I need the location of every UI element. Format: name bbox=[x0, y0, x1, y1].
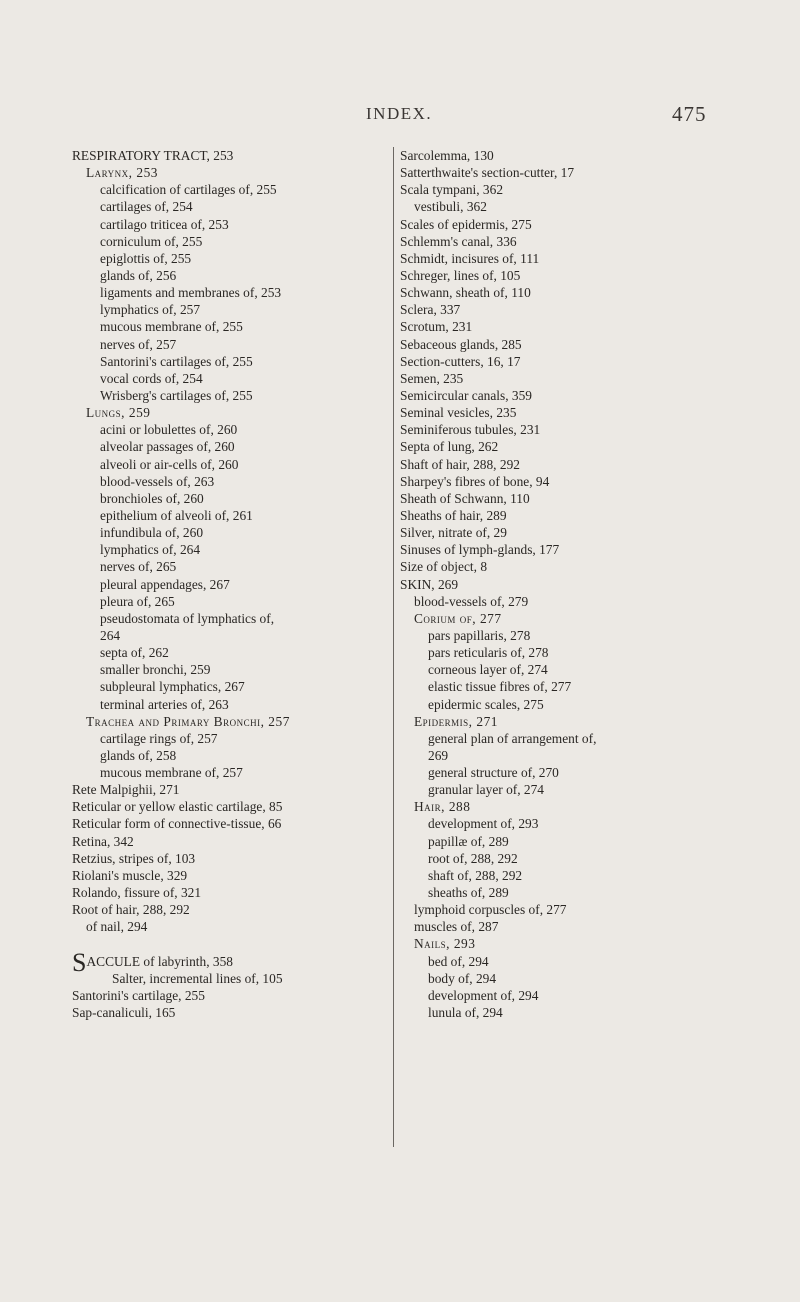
index-entry bbox=[400, 233, 700, 250]
index-entry bbox=[72, 815, 390, 832]
index-entry-text: cartilago triticea of, 253 bbox=[100, 216, 229, 232]
index-entry bbox=[400, 798, 700, 815]
index-entry bbox=[72, 884, 390, 901]
index-entry bbox=[400, 438, 700, 455]
index-entry bbox=[72, 267, 390, 284]
index-entry bbox=[400, 181, 700, 198]
index-entry bbox=[400, 284, 700, 301]
index-entry bbox=[72, 147, 390, 164]
index-entry-text: lymphoid corpuscles of, 277 bbox=[414, 902, 567, 918]
index-entry-text: ACCULE of labyrinth, 358 bbox=[86, 953, 234, 969]
running-title: INDEX. bbox=[366, 104, 433, 123]
index-entry-text: septa of, 262 bbox=[100, 645, 169, 661]
drop-cap: S bbox=[72, 947, 87, 977]
index-entry-text: SKIN, 269 bbox=[400, 576, 459, 592]
index-entry bbox=[72, 438, 390, 455]
index-entry-text: Sheath of Schwann, 110 bbox=[400, 490, 530, 506]
index-entry-text: Reticular form of connective-tissue, 66 bbox=[72, 816, 282, 832]
index-entry-text: Shaft of hair, 288, 292 bbox=[400, 456, 520, 472]
index-entry bbox=[72, 901, 390, 918]
index-entry-text: calcification of cartilages of, 255 bbox=[100, 182, 277, 198]
index-entry bbox=[72, 1004, 390, 1021]
index-entry-text: Schmidt, incisures of, 111 bbox=[400, 250, 540, 266]
index-entry-text: development of, 293 bbox=[428, 816, 539, 832]
index-entry bbox=[400, 627, 700, 644]
index-column-left bbox=[72, 147, 390, 1021]
index-entry-text: granular layer of, 274 bbox=[428, 782, 545, 798]
index-entry-text: Sarcolemma, 130 bbox=[400, 148, 494, 163]
index-entry-text: glands of, 258 bbox=[100, 747, 177, 763]
index-entry-text: Schreger, lines of, 105 bbox=[400, 267, 521, 283]
index-entry-text: Epidermis, 271 bbox=[414, 713, 498, 729]
index-entry bbox=[400, 318, 700, 335]
index-entry bbox=[72, 730, 390, 747]
index-entry-text: 269 bbox=[428, 747, 449, 763]
index-entry-text: blood-vessels of, 279 bbox=[414, 593, 529, 609]
index-entry bbox=[72, 216, 390, 233]
index-entry-text: general plan of arrangement of, bbox=[428, 730, 597, 746]
index-entry-text: of nail, 294 bbox=[86, 919, 148, 935]
index-entry-text: smaller bronchi, 259 bbox=[100, 662, 211, 678]
index-entry bbox=[72, 164, 390, 181]
index-entry bbox=[72, 610, 390, 627]
index-entry bbox=[72, 284, 390, 301]
index-entry-text: nerves of, 265 bbox=[100, 559, 177, 575]
index-entry-text: Root of hair, 288, 292 bbox=[72, 902, 190, 918]
index-entry bbox=[72, 301, 390, 318]
index-entry bbox=[72, 473, 390, 490]
index-entry-text: Rolando, fissure of, 321 bbox=[72, 885, 202, 901]
index-entry bbox=[400, 644, 700, 661]
index-entry-text: Retina, 342 bbox=[72, 833, 134, 849]
index-entry-text: Larynx, 253 bbox=[86, 165, 158, 181]
index-entry bbox=[400, 164, 700, 181]
index-entry-text: blood-vessels of, 263 bbox=[100, 473, 215, 489]
index-entry bbox=[72, 713, 390, 730]
index-entry-text: infundibula of, 260 bbox=[100, 525, 204, 541]
index-entry bbox=[400, 456, 700, 473]
index-entry-text: Sharpey's fibres of bone, 94 bbox=[400, 473, 550, 489]
index-entry-text: root of, 288, 292 bbox=[428, 850, 518, 866]
index-entry bbox=[72, 336, 390, 353]
index-entry-text: cartilages of, 254 bbox=[100, 199, 193, 215]
index-entry-text: Scales of epidermis, 275 bbox=[400, 216, 532, 232]
index-entry-text: terminal arteries of, 263 bbox=[100, 696, 229, 712]
index-entry bbox=[400, 970, 700, 987]
index-entry-text: pars reticularis of, 278 bbox=[428, 645, 549, 661]
index-entry-text: lunula of, 294 bbox=[428, 1005, 503, 1021]
index-entry-text: bed of, 294 bbox=[428, 953, 489, 969]
index-entry-text: shaft of, 288, 292 bbox=[428, 867, 523, 883]
index-entry-text: Reticular or yellow elastic cartilage, 85 bbox=[72, 799, 283, 815]
index-entry-text: sheaths of, 289 bbox=[428, 885, 509, 901]
index-entry bbox=[72, 747, 390, 764]
index-entry-text: Scala tympani, 362 bbox=[400, 182, 504, 198]
index-entry-text: alveolar passages of, 260 bbox=[100, 439, 235, 455]
index-entry-text: elastic tissue fibres of, 277 bbox=[428, 679, 572, 695]
index-entry bbox=[72, 764, 390, 781]
index-entry bbox=[72, 644, 390, 661]
index-entry-text: Corium of, 277 bbox=[414, 610, 502, 626]
index-entry-text: acini or lobulettes of, 260 bbox=[100, 422, 238, 438]
index-entry bbox=[400, 850, 700, 867]
index-entry bbox=[72, 593, 390, 610]
index-entry-text: Nails, 293 bbox=[414, 936, 476, 952]
index-entry-text: Sheaths of hair, 289 bbox=[400, 507, 507, 523]
index-entry bbox=[72, 181, 390, 198]
index-entry bbox=[400, 370, 700, 387]
column-divider bbox=[393, 147, 394, 1147]
index-entry bbox=[72, 696, 390, 713]
index-entry bbox=[400, 198, 700, 215]
index-entry-text: Riolani's muscle, 329 bbox=[72, 867, 188, 883]
index-entry bbox=[72, 387, 390, 404]
index-entry-text: Scrotum, 231 bbox=[400, 319, 473, 335]
index-entry bbox=[72, 850, 390, 867]
index-entry bbox=[400, 250, 700, 267]
index-entry-text: cartilage rings of, 257 bbox=[100, 730, 218, 746]
index-entry-text: Septa of lung, 262 bbox=[400, 439, 499, 455]
index-entry bbox=[72, 661, 390, 678]
index-entry bbox=[400, 918, 700, 935]
index-entry bbox=[400, 267, 700, 284]
index-entry bbox=[72, 524, 390, 541]
index-entry bbox=[400, 1004, 700, 1021]
index-entry bbox=[400, 987, 700, 1004]
index-entry-text: alveoli or air-cells of, 260 bbox=[100, 456, 239, 472]
index-entry-text: corniculum of, 255 bbox=[100, 233, 203, 249]
index-entry-text: pleura of, 265 bbox=[100, 593, 175, 609]
index-entry bbox=[72, 558, 390, 575]
index-entry-text: ligaments and membranes of, 253 bbox=[100, 285, 282, 301]
index-entry bbox=[72, 867, 390, 884]
index-entry bbox=[72, 370, 390, 387]
index-entry bbox=[400, 216, 700, 233]
index-entry-text: Schlemm's canal, 336 bbox=[400, 233, 517, 249]
index-entry-text: epidermic scales, 275 bbox=[428, 696, 544, 712]
index-entry-text: Hair, 288 bbox=[414, 799, 471, 815]
page-header bbox=[0, 104, 800, 128]
index-entry bbox=[72, 353, 390, 370]
index-entry bbox=[400, 524, 700, 541]
index-entry bbox=[400, 730, 700, 747]
index-entry-text: Silver, nitrate of, 29 bbox=[400, 525, 507, 541]
index-entry-text: glands of, 256 bbox=[100, 267, 177, 283]
index-entry bbox=[400, 490, 700, 507]
index-entry-text: 264 bbox=[100, 627, 121, 643]
index-entry-text: Semen, 235 bbox=[400, 370, 464, 386]
index-entry-text: pleural appendages, 267 bbox=[100, 576, 230, 592]
index-entry bbox=[400, 953, 700, 970]
index-entry bbox=[72, 781, 390, 798]
page-number: 475 bbox=[672, 102, 707, 126]
index-entry bbox=[400, 301, 700, 318]
index-entry-text: Seminal vesicles, 235 bbox=[400, 405, 517, 421]
index-entry bbox=[400, 404, 700, 421]
index-entry bbox=[72, 798, 390, 815]
index-entry-text: Retzius, stripes of, 103 bbox=[72, 850, 196, 866]
index-entry-text: epiglottis of, 255 bbox=[100, 250, 192, 266]
index-entry-text: bronchioles of, 260 bbox=[100, 490, 204, 506]
index-entry bbox=[400, 713, 700, 730]
index-entry bbox=[400, 884, 700, 901]
index-entry-text: nerves of, 257 bbox=[100, 336, 177, 352]
index-entry bbox=[72, 421, 390, 438]
index-entry-text: mucous membrane of, 255 bbox=[100, 319, 243, 335]
index-entry-text: Satterthwaite's section-cutter, 17 bbox=[400, 165, 575, 181]
index-entry-text: subpleural lymphatics, 267 bbox=[100, 679, 245, 695]
index-entry-text: Salter, incremental lines of, 105 bbox=[112, 970, 283, 986]
index-entry bbox=[400, 576, 700, 593]
index-entry-text: general structure of, 270 bbox=[428, 765, 559, 781]
index-entry-text: Lungs, 259 bbox=[86, 405, 151, 421]
index-entry bbox=[400, 815, 700, 832]
index-entry bbox=[72, 970, 390, 987]
index-entry-text: Trachea and Primary Bronchi, 257 bbox=[86, 713, 290, 729]
index-entry bbox=[400, 747, 700, 764]
index-entry-text: lymphatics of, 264 bbox=[100, 542, 201, 558]
index-entry bbox=[72, 318, 390, 335]
index-entry bbox=[72, 233, 390, 250]
index-entry bbox=[72, 947, 390, 977]
index-entry bbox=[400, 558, 700, 575]
index-entry-text: epithelium of alveoli of, 261 bbox=[100, 507, 253, 523]
index-entry bbox=[72, 627, 390, 644]
index-entry bbox=[72, 404, 390, 421]
index-entry-text: Size of object, 8 bbox=[400, 559, 488, 575]
index-entry bbox=[400, 781, 700, 798]
index-entry-text: Rete Malpighii, 271 bbox=[72, 782, 180, 798]
index-entry bbox=[400, 678, 700, 695]
index-entry bbox=[400, 147, 700, 164]
index-entry bbox=[400, 421, 700, 438]
index-entry-text: Santorini's cartilages of, 255 bbox=[100, 353, 253, 369]
index-entry bbox=[72, 490, 390, 507]
index-entry-text: Wrisberg's cartilages of, 255 bbox=[100, 387, 253, 403]
index-entry bbox=[400, 473, 700, 490]
index-entry bbox=[400, 833, 700, 850]
index-entry-text: Sap-canaliculi, 165 bbox=[72, 1005, 176, 1021]
index-entry-text: pseudostomata of lymphatics of, bbox=[100, 610, 275, 626]
index-entry bbox=[400, 764, 700, 781]
index-entry bbox=[400, 867, 700, 884]
index-entry-text: Sebaceous glands, 285 bbox=[400, 336, 522, 352]
index-column-right bbox=[400, 147, 700, 1021]
index-entry-text: development of, 294 bbox=[428, 987, 539, 1003]
index-entry-text: corneous layer of, 274 bbox=[428, 662, 548, 678]
index-entry bbox=[72, 456, 390, 473]
index-entry-text: pars papillaris, 278 bbox=[428, 627, 531, 643]
index-entry-text: papillæ of, 289 bbox=[428, 833, 509, 849]
index-entry bbox=[400, 661, 700, 678]
index-entry-text: Semicircular canals, 359 bbox=[400, 387, 532, 403]
index-entry bbox=[72, 541, 390, 558]
index-entry bbox=[72, 198, 390, 215]
index-entry-text: Sclera, 337 bbox=[400, 302, 461, 318]
index-entry bbox=[72, 987, 390, 1004]
index-entry bbox=[72, 576, 390, 593]
index-entry bbox=[400, 541, 700, 558]
index-entry-text: mucous membrane of, 257 bbox=[100, 765, 243, 781]
index-entry-text: vestibuli, 362 bbox=[414, 199, 487, 215]
index-entry bbox=[72, 678, 390, 695]
index-entry bbox=[72, 507, 390, 524]
index-entry bbox=[400, 336, 700, 353]
index-entry-text: Seminiferous tubules, 231 bbox=[400, 422, 541, 438]
index-entry bbox=[400, 901, 700, 918]
index-entry bbox=[400, 507, 700, 524]
index-entry-text: Schwann, sheath of, 110 bbox=[400, 285, 531, 301]
index-entry-text: body of, 294 bbox=[428, 970, 497, 986]
index-entry bbox=[400, 593, 700, 610]
index-entry-text: lymphatics of, 257 bbox=[100, 302, 201, 318]
index-entry-text: RESPIRATORY TRACT, 253 bbox=[72, 148, 234, 163]
index-entry bbox=[400, 696, 700, 713]
index-entry bbox=[400, 610, 700, 627]
index-entry bbox=[400, 935, 700, 952]
index-entry-text: muscles of, 287 bbox=[414, 919, 499, 935]
index-entry bbox=[72, 833, 390, 850]
index-entry-text: vocal cords of, 254 bbox=[100, 370, 203, 386]
index-entry-text: Section-cutters, 16, 17 bbox=[400, 353, 521, 369]
index-entry-text: Santorini's cartilage, 255 bbox=[72, 987, 205, 1003]
index-entry bbox=[400, 353, 700, 370]
index-entry bbox=[72, 935, 390, 952]
index-entry bbox=[72, 918, 390, 935]
index-entry bbox=[72, 250, 390, 267]
index-entry bbox=[400, 387, 700, 404]
index-entry-text: Sinuses of lymph-glands, 177 bbox=[400, 542, 560, 558]
